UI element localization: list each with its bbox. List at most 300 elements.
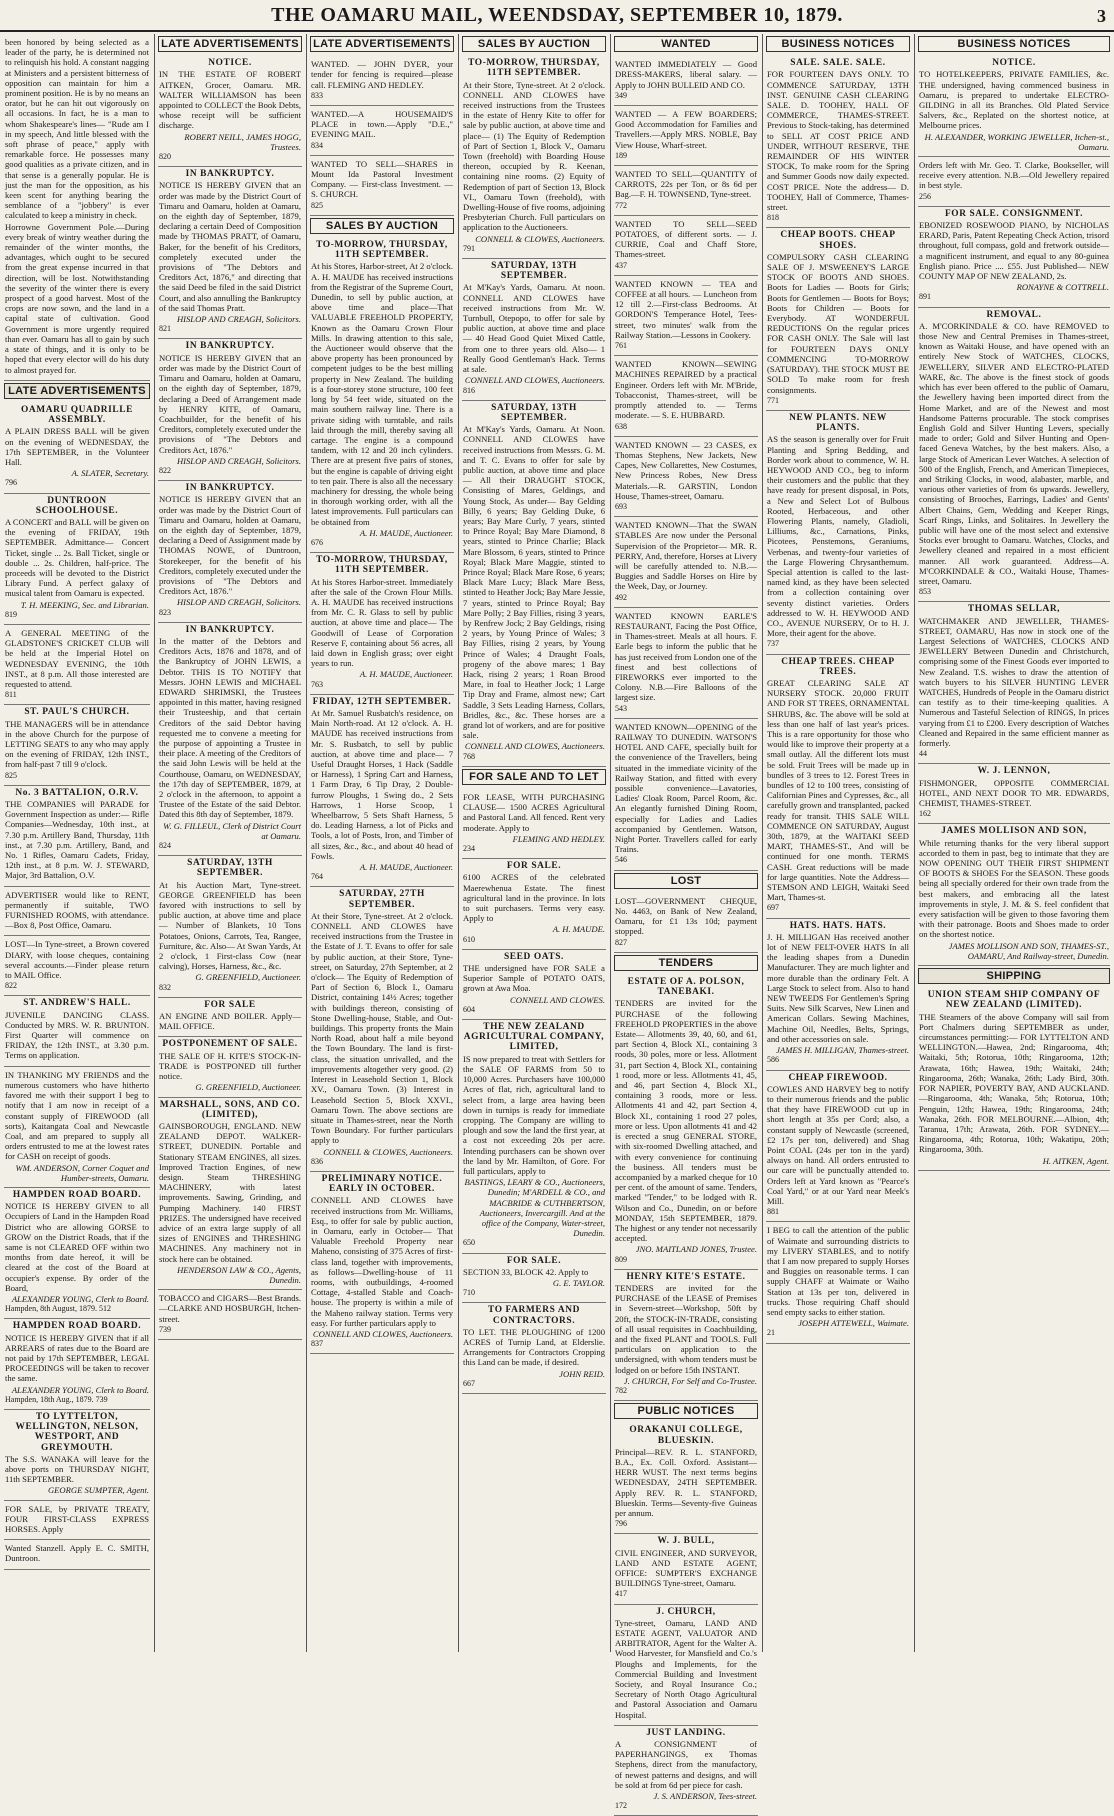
ad-body: At his Stores, Harbor-street, At 2 o'clock. A. H. MAUDE has received instructions from the Registrar of the Supreme Court, Dunedin, to sell by public auction, at above time and place—That VALUABLE FREEHOLD PROPERTY, Known as the Oamaru Crown Flour Mills. In drawing attention to this sale, the Auctioneer would observe that the above property has been pronounced by competent judges to be the best milling property in New Zealand. The building is a four-storey stone structure, 100 feet long by 54 feet wide, situated on the main southern railway line. There is a private siding with turntable, and rails laid through the mill, thereby saving all cartage. The engine is a compound tandem, with 12 and 20 inch cylinders. There are at present five pairs of stones, but the engine is capable of driving eight to ten pair. There is also all the necessary machinery for dressing, the whole being in thorough working order, with all the latest improvements. Full particulars can be obtained from: [311, 261, 453, 527]
ad-number: 818: [767, 213, 779, 223]
ad-body: NOTICE IS HEREBY GIVEN that if all ARREARS of rates due to the Board are not paid by 17th SEPTEMBER, LEGAL PROCEEDINGS will be taken to recover the same.: [5, 1332, 149, 1384]
advertisement: [614, 216, 758, 276]
ad-signature: CONNELL & CLOWES, Auctioneers.: [475, 233, 605, 244]
advertisement: [4, 1067, 150, 1188]
ad-body: TOBACCO and CIGARS—Best Brands. —CLARKE AND HOSBURGH, Itchen-street.: [159, 1293, 301, 1324]
ad-heading: J. CHURCH,: [656, 1606, 716, 1617]
advertisement: [4, 1188, 150, 1319]
ad-signature: G. E. TAYLOR.: [552, 1277, 605, 1288]
ad-heading: IN BANKRUPTCY.: [185, 483, 275, 494]
ad-body: WATCHMAKER AND JEWELLER, THAMES-STREET, OAMARU, Has now in stock one of the Largest Selections of WATCHES, CLOCKS AND JEWELLERY Between Dunedin and Christchurch, comprising some of the Finest Goods ever imported to New Zealand. T.S. wishes to draw the attention of watch buyers to his SILVER HUNTING LEVER WATCHES, Hundreds of People in the Oamaru district can testify as to their time-keeping qualities. A Numerous and Tasteful Selection of RINGS, In prices varying from £1 to £200. Every description of Watches Cleaned and Repaired in the same efficient manner as formerly.: [919, 615, 1109, 748]
advertisement: [614, 56, 758, 106]
ad-signature: JNO. MAITLAND JONES, Trustee.: [635, 1244, 757, 1255]
ad-number: 832: [159, 982, 171, 992]
ad-body: WANTED KNOWN—OPENING of the RAILWAY TO DUNEDIN. WATSON'S HOTEL AND CAFE, specially built for the convenience of the Travellers, being situated in the immediate vicinity of the Railway Station, and fitted with every possible convenience—Lavatories, Ladies' Cloak Room, Parcel Room, &c. An elegantly furnished Dining Room, especially for Ladies and Ladies accompanied by Gentlemen. Watson, Night Porter. Travellers called for early Trains.: [615, 721, 757, 855]
ad-list: [4, 403, 150, 1570]
ad-body: WANTED.—A HOUSEMAID'S PLACE in town.—Apply "D.E.," EVENING MAIL.: [311, 109, 453, 140]
ad-body: IN THANKING MY FRIENDS and the numerous customers who have hitherto favored me with their support I beg to notify that I am now in receipt of a constant supply of FIREWOOD (all sorts), Kaitangata Coal and Newcastle Coal, and am prepared to supply all orders entrusted to me at the lowest rates for CASH on receipt of goods.: [5, 1069, 149, 1162]
ad-signature: JAMES H. MILLIGAN, Thames-street.: [776, 1045, 909, 1056]
advertisement: [158, 998, 302, 1038]
ad-heading: ST. PAUL'S CHURCH.: [24, 707, 130, 718]
ad-number: 816: [463, 385, 475, 395]
advertisement: [462, 259, 606, 401]
ad-heading: JUST LANDING.: [646, 1727, 726, 1738]
advertisement: [918, 207, 1110, 308]
ad-heading: IN BANKRUPTCY.: [185, 341, 275, 352]
ad-body: COWLES AND HARVEY beg to notify to their numerous friends and the public that they have FIREWOOD cut up in short length at 35s per Cord; also, a constant supply of Newcastle (screened, £2 17s per ton, delivered) and Shag Point COAL (24s per ton in the yard) always on hand. All orders entrusted to our care will be punctually attended to. Orders left at Yard known as "Pearce's Coal Yard," or at our Yard near Meek's Mill.: [767, 1083, 909, 1206]
ad-signature: A. H. MAUDE.: [552, 924, 605, 935]
ad-body: TO LET. THE PLOUGHING of 1200 ACRES of Turnip Land, at Elderslie. Arrangements for Contractors Cropping this Land can be made, if desired.: [463, 1326, 605, 1368]
ad-heading: ORAKANUI COLLEGE, BLUESKIN.: [629, 1425, 743, 1446]
ad-number: 836: [311, 1156, 323, 1166]
ad-signature: HISLOP AND CREAGH, Solicitors.: [176, 314, 301, 325]
advertisement: [614, 1605, 758, 1726]
column-6: [766, 34, 910, 1652]
advertisement: [158, 1098, 302, 1291]
ad-heading: TO-MORROW, THURSDAY, 11TH SEPTEMBER.: [316, 555, 448, 576]
advertisement: [614, 1726, 758, 1816]
ad-heading: MARSHALL, SONS, AND CO. (LIMITED),: [159, 1099, 301, 1120]
ad-body: At M'Kay's Yards, Oamaru. At noon. CONNELL AND CLOWES have received instructions from Mr. W. Turnbull, Otepopo, to offer for sale by public auction, at above time and place— 40 Head Good Quiet Mixed Cattle, from one to three years old. Also— 1 Really Good Gentleman's Hack. Terms at sale.: [463, 282, 605, 375]
ad-body: THE COMPANIES will PARADE for Government Inspection as under:— Rifle Companies—Wednesday, 10th inst., at 7.30 p.m. Artillery Band, Thursday, 11th inst., at 7.30 p.m. Artillery, Band, and No. 1 Rifles, Oamaru Cadets, Friday, 12th inst., at 8 p.m. W. J. STEWARD, Major, 3rd Battalion, O.V.: [5, 799, 149, 881]
ad-body: Orders left with Mr. Geo. T. Clarke, Bookseller, will receive every attention. N.B.—Old Jewellery repaired in best style.: [919, 160, 1109, 191]
ad-number: 796: [615, 1519, 627, 1529]
section-header: LATE ADVERTISEMENTS: [310, 36, 454, 52]
advertisement: [4, 705, 150, 785]
ad-body: LOST—GOVERNMENT CHEQUE, No. 4463, on Bank of New Zealand, Oamaru, for £1 13s 10d; payment stopped.: [615, 895, 757, 937]
column-rule: [762, 34, 763, 1652]
ad-signature: CONNELL AND CLOWES, Auctioneers.: [464, 375, 605, 386]
ad-body: A PLAIN DRESS BALL will be given on the evening of WEDNESDAY, the 17th SEPTEMBER, in the Volunteer Hall.: [5, 426, 149, 467]
ad-heading: W. J. BULL,: [657, 1536, 715, 1547]
ad-signature: A. H. MAUDE, Auctioneer.: [359, 669, 453, 680]
ad-heading: TO-MORROW, THURSDAY, 11TH SEPTEMBER.: [316, 240, 448, 261]
advertisement: [462, 401, 606, 767]
ad-heading: FOR SALE.: [506, 861, 562, 872]
advertisement: [462, 1303, 606, 1394]
advertisement: [918, 824, 1110, 966]
ad-heading: TO FARMERS AND CONTRACTORS.: [488, 1305, 580, 1326]
ad-number: Hampden, 8th August, 1879. 512: [5, 1304, 111, 1314]
ad-signature: WM. ANDERSON, Corner Coquet and Humber-streets, Oamaru.: [15, 1162, 149, 1183]
ad-body: TO HOTELKEEPERS, PRIVATE FAMILIES, &c. THE undersigned, having commenced business in Oamaru, is prepared to undertake ELECTRO-GILDING in all its Branches. Old Plated Service Salvers, &c., Replated on the shortest notice, at Melbourne prices.: [919, 69, 1109, 131]
ad-body: WANTED IMMEDIATELY — Good DRESS-MAKERS, liberal salary. —Apply to JOHN BULLEID AND CO.: [615, 59, 757, 90]
ad-number: 820: [159, 152, 171, 162]
advertisement: [158, 56, 302, 167]
advertisement: [614, 1423, 758, 1534]
ad-heading: PRELIMINARY NOTICE. EARLY IN OCTOBER.: [321, 1173, 443, 1195]
ad-number: 771: [767, 395, 779, 405]
ad-body: A CONSIGNMENT of PAPERHANGINGS, ex Thomas Stephens, direct from the manufactory, of newest patterns and designs, and will be sold at from 6d per piece for cash.: [615, 1739, 757, 1790]
ad-body: The S.S. WANAKA will leave for the above ports on THURSDAY NIGHT, 11th SEPTEMBER.: [5, 1453, 149, 1485]
advertisement: [614, 517, 758, 608]
section-header: LOST: [614, 873, 758, 889]
editorial-text: Horrowne Government Pole.—During every break of wintry weather during the remainder of the winter months, the advantages, which ought to be secured from the great expense incurred in that direction, will be lost. Notwithstanding the severity of the winter there is every prospect of a good harvest. Most of the crops are now sown, and the land in a capital state of cultivation. Good Government is more urgently required than ever. Oamaru has all to gain by such a state of things, and it is only to be hoped that every elector will do his duty to almost prayed for.: [5, 221, 149, 375]
section-header: PUBLIC NOTICES: [614, 1403, 758, 1419]
ad-signature: A. H. MAUDE, Auctioneer.: [359, 527, 453, 538]
advertisement: [4, 1319, 150, 1410]
ad-heading: JAMES MOLLISON AND SON,: [941, 826, 1087, 837]
section-header: BUSINESS NOTICES: [766, 36, 910, 52]
ad-body: 6100 ACRES of the celebrated Maerewhenua Estate. The finest agricultural land in the province. In lots to suit purchasers. Terms very easy. Apply to: [463, 872, 605, 924]
advertisement: [310, 695, 454, 888]
ad-list: [614, 1423, 758, 1816]
ad-body: WANTED KNOWN — TEA and COFFEE at all hours. — Luncheon from 12 till 2.—First-class Bedrooms. At GORDON'S Temperance Hotel, Tees-street, two minutes' walk from the Railway Station.—Lessons in Cookery.: [615, 278, 757, 340]
advertisement: [462, 859, 606, 950]
column-1: [4, 34, 150, 1652]
ad-number: 676: [311, 537, 323, 547]
advertisement: [310, 887, 454, 1171]
ad-body: WANTED — A FEW BOARDERS; Good Accommodation for Families and Travellers.—Apply MRS. NOBLE, Bay View House, Wharf-street.: [615, 109, 757, 150]
ad-heading: W. J. LENNON,: [977, 766, 1051, 777]
ad-heading: ESTATE OF A. POLSON, TANEBAKI.: [627, 977, 745, 998]
ad-body: WANTED KNOWN—SEWING MACHINES REPAIRED by a practical Engineer. Orders left with Mr. M'Bride, Tobacconist, Thames-street, will be promptly attended to. — Terms moderate. — S. E. HUBBARD.: [615, 359, 757, 421]
ad-heading: FRIDAY, 12TH SEPTEMBER.: [312, 696, 452, 707]
ad-signature: G. GREENFIELD, Auctioneer.: [195, 1082, 301, 1093]
ad-body: WANTED TO SELL—SEED POTATOES, of different sorts. — J. CURRIE, Coal and Chaff Store, Thames-street.: [615, 218, 757, 260]
ad-signature: CONNELL & CLOWES, Auctioneers.: [323, 1146, 453, 1157]
ad-body: NOTICE IS HEREBY GIVEN that an order was made by the District Court of Timaru and Oamaru, holden at Oamaru, on the eighth day of September, 1879, declaring a certain Deed of Composition made by THOMAS PRATT, of Oamaru, Baker, for the benefit of his Creditors, completely executed under the provisions of "The Debtors and Creditors Act, 1876," and directing that the said Deed be filed in the said District Court, and also annulling the Bankruptcy of the said Thomas Pratt.: [159, 180, 301, 313]
ad-body: FOR FOURTEEN DAYS ONLY. TO COMMENCE SATURDAY, 13TH INST. GENUINE CASH CLEARING SALE. D. TOOHEY, HALL OF COMMERCE, THAMES-STREET. Previous to Stock-taking, has determined to SELL AT COST PRICE AND UNDER, WITHOUT RESERVE, THE REMAINDER OF HIS WINTER STOCK, To make room for the Spring and Summer Goods now daily expected. COST PRICE. Note the address— D. TOOHEY, Hall of Commerce, Thames-street.: [767, 69, 909, 213]
ad-signature: ROBERT NEILL, JAMES HOGG, Trustees.: [184, 131, 301, 152]
ad-body: SECTION 33, BLOCK 42. Apply to: [463, 1266, 589, 1277]
advertisement: [310, 238, 454, 553]
ad-heading: FOR SALE.: [506, 1255, 562, 1266]
ad-signature: ALEXANDER YOUNG, Clerk to Board.: [11, 1293, 149, 1304]
ad-number: 768: [463, 751, 475, 761]
ad-heading: SATURDAY, 13TH SEPTEMBER.: [491, 402, 577, 423]
column-rule: [914, 34, 915, 1652]
column-2: [158, 34, 302, 1652]
column-4: [462, 34, 606, 1652]
ad-number: 822: [159, 465, 171, 475]
ad-number: 837: [311, 1339, 323, 1349]
ad-number: 349: [615, 90, 627, 100]
ad-body: At his Stores Harbor-street. Immediately after the sale of the Crown Flour Mills. A. H. MAUDE has received instructions from Mr. C. R. Glass to sell by public auction, at above time and place— The Goodwill of Lease of Corporation Reserve F, containing about 56 acres, all laid down in English grass; over eight years to run.: [311, 576, 453, 669]
ad-number: 821: [159, 324, 171, 334]
ad-number: 650: [463, 1238, 475, 1248]
advertisement: [614, 1534, 758, 1604]
ad-signature: H. AITKEN, Agent.: [1042, 1155, 1109, 1166]
ad-body: NOTICE IS HEREBY GIVEN to all Occupiers of Land in the Hampden Road District who are allowing GORSE to GROW on the District Roads, that if the same is not CLEARED OFF within two months from date hereof, it will be cleared at the cost of the Board at occupier's expense. By order of the Board,: [5, 1201, 149, 1293]
advertisement: [918, 157, 1110, 207]
ad-signature: A. H. MAUDE, Auctioneer.: [359, 862, 453, 873]
advertisement: [310, 56, 454, 106]
ad-body: ADVERTISER would like to RENT, permanently if suitable, TWO FURNISHED ROOMS, with attendance.—Box 8, Post Office, Oamaru.: [5, 889, 149, 931]
advertisement: [310, 156, 454, 216]
advertisement: [310, 106, 454, 156]
ad-body: At Mr. Samuel Rusbatch's residence, on Main North-road. At 12 o'clock. A. H. MAUDE has received instructions from Mr. S. Rusbatch, to sell by public auction, at above time and place— 7 Useful Draught Horses, 1 Hack (Saddle or Harness), 1 Spring Cart and Harness, 1 Farm Dray, 6 Tip Dray, 2 Double-furrow Ploughs, 1 Swing do., 2 Sets Harrows, 1 Horse Scoop, 1 Wheelbarrow, 5 Sets Shaft Harness, 5 do. Leading Harness, a lot of Picks and Tools, a lot of Posts, Iron, and Timber of all sizes, &c., &c., and about 40 head of Fowls.: [311, 707, 453, 861]
ad-signature: G. GREENFIELD, Auctioneer.: [195, 972, 301, 983]
advertisement: [766, 655, 910, 919]
ad-signature: J. S. ANDERSON, Tees-street.: [653, 1791, 757, 1802]
advertisement: [918, 56, 1110, 157]
ad-number: 772: [615, 200, 627, 210]
ad-number: 796: [5, 478, 17, 488]
ad-number: 492: [615, 592, 627, 602]
ad-heading: HAMPDEN ROAD BOARD.: [12, 1189, 142, 1200]
ad-body: In the matter of the Debtors and Creditors Acts, 1876 and 1878, and of the Bankruptcy of JOHN LEWIS, a Debtor. THIS IS TO NOTIFY that Messrs. JOHN LEWIS and MICHAEL EDWARD SHRIMSKI, the Trustees appointed in this matter, having resigned their Trusteeship, and that certain Creditors of the said Debtor having requested me to convene a meeting for the purpose of appointing a Trustee in their place. A meeting of the Creditors of the said John Lewis will be held at the Courthouse, Oamaru, on WEDNESDAY, the 17th day of SEPTEMBER, 1879, at 2 o'clock in the afternoon, to appoint a Trustee of the Estate of the said Debtor. Dated this 8th day of September, 1879.: [159, 635, 301, 820]
advertisement: [462, 1020, 606, 1253]
advertisement: [4, 403, 150, 494]
ad-body: THE undersigned have FOR SALE a Superior Sample of POTATO OATS, grown at Awa Moa.: [463, 963, 605, 994]
ad-heading: SATURDAY, 13TH SEPTEMBER.: [491, 261, 577, 282]
ad-heading: NOTICE.: [208, 58, 252, 69]
advertisement: [614, 719, 758, 871]
ad-number: 586: [767, 1055, 779, 1065]
advertisement: [918, 602, 1110, 764]
ad-body: I BEG to call the attention of the public of Waimate and surrounding districts to my LIVERY STABLES, and to notify that I am now prepared to supply Horses and Buggies on reasonable terms. I can supply CHAFF at Waimate or Waiho Station at 13s per ton, delivered in trucks. Those requiring Chaff should send empty sacks to either station.: [767, 1225, 909, 1317]
ad-body: EBONIZED ROSEWOOD PIANO, by NICHOLAS ERARD, Paris, Patent Repeating Check Action, trisord throughout, full compass, gold and fretwork outside—a magnificent instrument, and equal to any 80-guinea English piano. Price .... £55. Just Published— NEW COUNTY MAP OF NEW ZEALAND, 2s.: [919, 220, 1109, 282]
advertisement: [918, 764, 1110, 824]
ad-heading: THOMAS SELLAR,: [967, 604, 1061, 615]
ad-heading: FOR SALE. CONSIGNMENT.: [944, 208, 1084, 219]
ad-body: GAINSBOROUGH, ENGLAND. NEW ZEALAND DEPOT. WALKER-STREET, DUNEDIN. Portable and Stationary STEAM ENGINES, all sizes. Improved Traction Engines, of new design. Steam THRESHING MACHINERY, with latest improvements. Sawing, Grinding, and Pumping Machinery. 140 FIRST PRIZES. The undersigned have received advice of an extra large supply of all sizes of ENGINES and THRESHING MACHINES. Any machinery not in stock here can be obtained.: [159, 1120, 301, 1264]
advertisement: [614, 166, 758, 216]
ad-signature: T. H. MEEKING, Sec. and Librarian.: [20, 599, 149, 610]
ad-body: THE MANAGERS will be in attendance in the above Church for the purpose of LETTING SEATS to any who may apply on the evening of FRIDAY, 12th INST., from half-past 7 till 9 o'clock.: [5, 718, 149, 770]
advertisement: [462, 789, 606, 859]
ad-number: 21: [767, 1328, 775, 1338]
section-header: SHIPPING: [918, 968, 1110, 984]
ad-heading: REMOVAL.: [986, 309, 1042, 320]
lost-notice: [614, 893, 758, 953]
advertisement: [766, 1071, 910, 1223]
ad-body: THE SALE OF H. KITE'S STOCK-IN-TRADE is POSTPONED till further notice.: [159, 1050, 301, 1082]
ad-body: LOST—In Tyne-street, a Brown covered DIARY, with loose cheques, containing several accounts.—Finder please return to MAIL Office.: [5, 939, 149, 981]
ad-number: 834: [311, 140, 323, 150]
ad-body: IN THE ESTATE OF ROBERT AITKEN, Grocer, Oamaru. MR. WALTER WILLIAMSON has been appointed to COLLECT the Book Debts, whose receipt will be sufficient discharge.: [159, 69, 301, 131]
ad-body: WANTED TO SELL—QUANTITY of CARROTS, 22s per Ton, or 8s 6d per Bag.—F. H. TOWNSEND, Tyne-street.: [615, 169, 757, 200]
ad-list: [766, 56, 910, 1343]
ad-heading: SATURDAY, 27TH SEPTEMBER.: [339, 889, 425, 910]
ad-body: WANTED KNOWN EARLE'S RESTAURANT, Facing the Post Office, in Thames-street. Meals at all hours. F. Earle begs to inform the public that he has just received from London one of the finest and best collections of FIREWORKS ever imported to the Colony. N.B.—Fire Balloons of the largest size.: [615, 610, 757, 703]
ad-body: J. H. MILLIGAN Has received another lot of NEW FELT-OVER HATS In all the leading shapes from a Dunedin Manufacturer. They are much lighter and more durable than the ordinary Felt. A Large Stock to select from. Also to hand NEW TWEEDS For Gentlemen's Spring Suits. New Silk Scarves, New Linen and American Collars. Sewing Machines, Machine Oil, Needles, Belts, Springs, and other accessories on sale.: [767, 931, 909, 1044]
ad-heading: NEW PLANTS. NEW PLANTS.: [789, 412, 887, 434]
ad-number: 763: [311, 679, 323, 689]
ad-number: 610: [463, 934, 475, 944]
ad-signature: RONAYNE & COTTRELL.: [1016, 282, 1109, 293]
ad-body: CONNELL AND CLOWES have received instructions from Mr. Williams, Esq., to offer for sale by public auction, in Oamaru, early in October— That Valuable Freehold Property near Maheno, consisting of 375 Acres of first-class land, together with improvements, as follows—Dwelling-house of 11 rooms, with outbuildings, 4-roomed Cottage, 4-stalled Stable and Coach-house. The property is within a mile of the Maheno railway station. Terms very easy. For further particulars apply to: [311, 1195, 453, 1328]
ad-body: At their Store, Tyne-street. At 2 o'clock. CONNELL AND CLOWES have received instructions from the Trustees in the estate of Henry Kite to offer for sale by public auction, at above time and place— (1) The Equity of Redemption of Part of Section 1, Block V., Oamaru Town (freehold) with Boarding House thereon, occupied by R. Keenan, containing nine rooms. (2) Equity of Redemption of part of Section 13, Block VI., Oamaru Town (freehold), with Dwelling-House of five rooms, adjoining Presbyterian Church. Full particulars on application to the Auctioneers.: [463, 79, 606, 233]
advertisement: [158, 481, 302, 623]
ad-body: Wanted Stanzell. Apply E. C. SMITH, Duntroon.: [5, 1543, 149, 1564]
ad-heading: THE NEW ZEALAND AGRICULTURAL COMPANY, LIMITED,: [463, 1022, 605, 1053]
ad-number: 853: [919, 587, 931, 597]
ad-heading: FOR SALE: [204, 999, 256, 1010]
column-rule: [154, 34, 155, 1652]
advertisement: [158, 623, 302, 856]
ad-body: THE Steamers of the above Company will sail from Port Chalmers during SEPTEMBER as under, circumstances permitting:— FOR LYTTELTON AND WELLINGTON.—Hawea, 2nd; Ringarooma, 4th; Waitaki, 5th; Rotorua, 10th; Ringarooma, 12th; Arawata, 16th; Hawea, 19th; Waitaki, 24th; Ringarooma, 26th; Wanaka, 26th; Lady Bird, 30th. FOR NAPIER, POVERTY BAY, AND AUCKLAND.—Ringarooma, 4th; Wanaka, 5th; Rotorua, 10th; Penguin, 12th; Hawea, 19th; Ringarooma, 24th; Wanaka, 26th. FOR MELBOURNE.—Albion, 4th; Taranua, 17th; Arawata, 26th. FOR SYDNEY.—Ringarooma, 4th; Rotorua, 10th; Wakatipu, 20th; Ringarooma, 30th.: [919, 1011, 1109, 1155]
advertisement: [614, 975, 758, 1270]
ad-signature: JOSEPH ATTEWELL, Waimate.: [798, 1318, 909, 1329]
ad-body: TENDERS are invited for the PURCHASE of the LEASE of Premises in Severn-street—Workshop, 50ft by 20ft, the STOCK-IN-TRADE, consisting of all usual requisites in Coachbuilding, and the fixed PLANT and TOOLS. Full particulars on application to the undersigned, with whom tenders must be lodged on or before 15th INSTANT.: [615, 1282, 757, 1375]
ad-body: JUVENILE DANCING CLASS. Conducted by MRS. W. R. BRUNTON. First Quarter will commence on FRIDAY, the 12th INST., at 3.30 p.m. Terms on application.: [5, 1009, 149, 1061]
advertisement: [766, 228, 910, 410]
advertisement: [4, 494, 150, 625]
advertisement: [614, 106, 758, 166]
ad-heading: HENRY KITE'S ESTATE.: [626, 1271, 746, 1282]
section-header: LATE ADVERTISEMENTS: [4, 383, 150, 399]
masthead: [0, 0, 1114, 32]
ad-heading: POSTPONEMENT OF SALE.: [162, 1039, 298, 1050]
advertisement: [158, 167, 302, 339]
editorial-continuation: [4, 34, 150, 381]
advertisement: [4, 996, 150, 1066]
ad-list: [614, 56, 758, 870]
advertisement: [462, 1254, 606, 1304]
ad-body: At their Store, Tyne-street. At 2 o'clock. CONNELL AND CLOWES have received instructions from the Trustee in the Estate of J. T. Evans to offer for sale by public auction, at their Store, Tyne-street, on Saturday, 27th September, at 2 o'clock— The Equity of Redemption of Part of Section 6, Block I., Oamaru District, containing 14½ Acres; together with buildings thereon, consisting of Stone Dwelling-house, Stable, and Out-buildings. This property fronts the Main North Road, about half a mile beyond the Town Boundary. The land is first-class, the situation unrivalled, and the improvements altogether very good. (2) Interest in Leasehold Section 1, Block XV., Oamaru Town. (3) Interest in Leasehold Section 5, Block XXVI., Oamaru Town. The above sections are situate in Thames-street, near the North Town Boundary. For further particulars apply to: [311, 910, 453, 1146]
ad-body: CIVIL ENGINEER, AND SURVEYOR, LAND AND ESTATE AGENT, OFFICE: SUMPTER'S EXCHANGE BUILDINGS Tyne-street, Oamaru.: [615, 1547, 757, 1589]
ad-signature: HISLOP AND CREAGH, Solicitors.: [176, 597, 301, 608]
ad-signature: HISLOP AND CREAGH, Solicitors.: [176, 455, 301, 466]
advertisement: [766, 919, 910, 1071]
ad-heading: SEED OATS.: [503, 951, 564, 962]
ad-signature: J. CHURCH, For Self and Co-Trustee.: [623, 1375, 757, 1386]
ad-body: Principal—REV. R. L. STANFORD, B.A., Ex. Coll. Oxford. Assistant—HERR WUST. The next terms begins WEDNESDAY, 24TH SEPTEMBER. Apply REV. R. L. STANFORD, Blueskin. Terms—Seventy-five Guineas per annum.: [615, 1446, 757, 1518]
ad-number: 791: [463, 243, 475, 253]
ad-number: 44: [919, 749, 927, 759]
ad-heading: SATURDAY, 13TH SEPTEMBER.: [187, 858, 273, 879]
ad-heading: UNION STEAM SHIP COMPANY OF NEW ZEALAND (LIMITED).: [927, 990, 1101, 1011]
ad-list: [462, 56, 606, 767]
advertisement: [614, 1270, 758, 1401]
ad-number: 417: [615, 1589, 627, 1599]
advertisement: [766, 1222, 910, 1343]
ad-heading: TO LYTTELTON, WELLINGTON, NELSON, WESTPORT, AND GREYMOUTH.: [15, 1411, 139, 1453]
ad-list: [462, 789, 606, 1394]
ad-number: 162: [919, 809, 931, 819]
section-header: SALES BY AUCTION: [310, 218, 454, 234]
ad-heading: CHEAP FIREWOOD.: [788, 1072, 888, 1083]
advertisement: [462, 950, 606, 1020]
ad-signature: A. SLATER, Secretary.: [71, 468, 149, 479]
ad-number: 809: [615, 1254, 627, 1264]
advertisement: [4, 1410, 150, 1501]
ad-body: At his Auction Mart, Tyne-street. GEORGE GREENFIELD has been favored with instructions to sell by public auction, at above time and place— Number of Blankets, 10 Tons Potatoes, Onions, Carrots, Tea, Rangee, Furniture, &c. Also— At Swan Yards, At 2 o'clock, 1 First-class Cow (near calving), Horses, Harness, &c., &c.: [159, 879, 301, 972]
editorial-text: been honored by being selected as a leader of the party, he is determined not to relinquish his hold. A constant nagging at Ministers and a persistent bitterness of opposition can maintain for him a prominent position. He is by no means an orator, but he can hit out vigorously on all occasions. In fact, he is a man to whom Shakespeare's lines— "Rude am I in my speech, And little blessed with the soft phrase of peace," apply with remarkable force. He possesses many good qualities as a private citizen, and in that sense is a generally popular. He is just the man for the opposition, as his keen scent for anything bearing the semblance of a "jobbery" is ever calculated to keep a ministry in check.: [5, 37, 149, 221]
ad-body: FOR LEASE, WITH PURCHASING CLAUSE— 1500 ACRES Agricultural and Pastoral Land. All fenced. Rent very moderate. Apply to: [463, 792, 605, 833]
ad-number: 172: [615, 1801, 627, 1811]
ad-heading: ST. ANDREW'S HALL.: [23, 998, 131, 1009]
ad-number: 739: [159, 1324, 171, 1334]
advertisement: [4, 625, 150, 705]
ad-signature: H. ALEXANDER, WORKING JEWELLER, Itchen-st., Oamaru.: [924, 131, 1109, 152]
advertisement: [614, 276, 758, 356]
ad-heading: DUNTROON SCHOOLHOUSE.: [35, 495, 119, 516]
ad-signature: HENDERSON LAW & CO., Agents, Dunedin.: [177, 1264, 301, 1285]
advertisement: [158, 1290, 302, 1340]
ad-signature: CONNELL AND CLOWES.: [510, 994, 605, 1005]
ad-body: A GENERAL MEETING of the GLADSTONE'S CRICKET CLUB will be held at the Imperial Hotel on WEDNESDAY EVENING, the 10th INST., at 8 p.m. All those interested are requested to attend.: [5, 627, 149, 689]
ad-body: IS now prepared to treat with Settlers for the SALE OF FARMS from 50 to 10,000 Acres. Purchasers have 100,000 Acres of flat, rich, agricultural land to select from, a large area having been down in turnips is ready for immediate cropping. The Company are willing to plough and sow the land the first year, at a cost not exceeding 20s per acre. Intending purchasers can be shown over the land by Mr. Hamilton, of Gore. For full particulars, apply to: [463, 1053, 605, 1176]
column-3: [310, 34, 454, 1652]
section-header: FOR SALE AND TO LET: [462, 769, 606, 785]
ad-body: FISHMONGER, OPPOSITE COMMERCIAL HOTEL, AND NEXT DOOR TO MR. EDWARDS, CHEMIST, THAMES-STREET.: [919, 777, 1109, 809]
advertisement: [4, 1501, 150, 1541]
ad-number: 256: [919, 191, 931, 201]
ad-body: WANTED KNOWN — 23 CASES, ex Thomas Stephens, New Jackets, New Capes, New Collarettes, New Costumes, New Princess Robes, New Dress Materials.—R. GARSTIN, London House, Thames-street, Oamaru.: [615, 439, 757, 501]
ad-body: WANTED KNOWN—That the SWAN STABLES Are now under the Personal Supervision of the Proprietor— MR. R. PERRY, And, therefore, Horses at Livery will be carefully attended to. N.B.—Buggies and Saddle Horses on Hire by the Week, Day, or Journey.: [615, 520, 757, 592]
ad-number: 825: [311, 200, 323, 210]
ad-heading: CHEAP BOOTS. CHEAP SHOES.: [780, 230, 896, 251]
ad-number: 234: [463, 844, 475, 854]
ad-number: Hampden, 18th Aug., 1879. 739: [5, 1394, 108, 1404]
ad-body: While returning thanks for the very liberal support accorded to them in past, beg to intimate that they are NOW OPENING OUT THEIR FIRST SHIPMENT OF BOOTS & SHOES For the SEASON. These goods being all specially ordered for their own trade from the best makers, and embracing all the latest improvements in style, J. M. & S. feel confident that every satisfaction will be given to those favoring them with their patronage. Boots and Shoes made to order on the shortest notice.: [919, 837, 1109, 940]
ad-number: 543: [615, 703, 627, 713]
ad-body: A CONCERT and BALL will be given on the evening of FRIDAY, 19th SEPTEMBER. Admittance— Concert Ticket, single ... 2s. Ball Ticket, single or double ... 2s. Children, half-price. The proceeds will be devoted to the District Library Fund. A perfect galaxy of musical talent from Oamaru is expected.: [5, 516, 149, 599]
column-5: [614, 34, 758, 1811]
advertisement: [310, 553, 454, 695]
ad-signature: JOHN REID.: [559, 1368, 605, 1379]
advertisement: [158, 339, 302, 481]
ad-heading: CHEAP TREES. CHEAP TREES.: [781, 656, 895, 677]
ad-signature: ALEXANDER YOUNG, Clerk to Board.: [11, 1384, 149, 1395]
section-header: LATE ADVERTISEMENTS: [158, 36, 302, 52]
advertisement: [4, 936, 150, 996]
ad-signature: CONNELL AND CLOWES, Auctioneers.: [464, 741, 605, 752]
ad-body: Tyne-street, Oamaru, LAND AND ESTATE AGENT, VALUATOR AND ARBITRATOR, Agent for the Walter A. Wood Harvester, for Mansfield and Co.'s Ploughs and Implements, for the Commercial Building and Investment Society, and Royal Insurance Co.; Secretary of North Otago Agricultural and Pastoral Association and Oamaru Hospital.: [615, 1617, 757, 1720]
ad-body: AN ENGINE AND BOILER. Apply— MAIL OFFICE.: [159, 1011, 301, 1032]
ad-list: [614, 975, 758, 1401]
column-rule: [610, 34, 611, 1652]
ad-number: 819: [5, 609, 17, 619]
ad-body: AS the season is generally over for Fruit Planting and Spring Bedding, and Border work about to commence, W. H. HEYWOOD AND CO., beg to inform their customers and the public that they have ready for present disposal, in Pots, a New and Select Lot of Bulbous Rooted, Herbaceous, and other Flowering Plants, namely, Gladioli, Lilliums, &c., Carnations, Pinks, Picotees, Penstemons, Geraniums, Verbenas, and twenty-four varieties of the Large Flowering Chrysanthemum. Special attention is called to the last-named kind, as they have been selected from a collection containing over seventy distinct varieties. Orders addressed to W. H. HEYWOOD AND CO., AVENUE NURSERY, Or to H. J. More, their agent for the above.: [767, 434, 909, 639]
ad-body: COMPULSORY CASH CLEARING SALE OF J. M'SWEENEY'S LARGE STOCK OF BOOTS AND SHOES. Boots for Ladies — Boots for Girls; Boots for Gentlemen — Boots for Boys; Boots for Children — Boots for Everybody. AT WONDERFUL REDUCTIONS On the regular prices FOR CASH ONLY. The Sale will last for FOURTEEN DAYS ONLY COMMENCING TO-MORROW (SATURDAY). THE STOCK MUST BE SOLD To make room for fresh consignments.: [767, 251, 909, 395]
advertisement: [766, 56, 910, 228]
ad-heading: HATS. HATS. HATS.: [789, 920, 887, 931]
advertisement: [4, 1540, 150, 1569]
ad-number: 823: [159, 607, 171, 617]
advertisement: [462, 56, 606, 259]
advertisement: [4, 887, 150, 937]
ad-number: 546: [615, 855, 627, 865]
ad-number: 638: [615, 421, 627, 431]
ad-signature: W. G. FILLEUL, Clerk of District Court at Oamaru.: [163, 820, 301, 841]
column-rule: [306, 34, 307, 1652]
ad-signature: CONNELL AND CLOWES, Auctioneers.: [312, 1328, 453, 1339]
ad-body: TENDERS are invited for the PURCHASE of the following FREEHOLD PROPERTIES in the above Estate— Allotments 39, 40, 60, and 61, part Section 4, Block XI., containing 3 roods, 30 poles, more or less. Allotment 31, part Section 4, Block XI., containing 1 rood, more or less. Allotments 41, 45, and 46, part Section 4, Block XI., containing 3 roods, more or less. Allotments 41 and 42, part Section 4, Block XI., containing 1 rood 27 poles, more or less. Upon allotments 41 and 42 is erected a snug GENERAL STORE, with six-roomed Dwelling attached, and with every convenience for continuing the business. All tenders must be accompanied by a marked cheque for 10 per cent. of the amount of same. Tenders, marked "Tender," to be lodged with R. Wilson and Co., Dunedin, on or before MONDAY, 15th SEPTEMBER, 1879. The highest or any tender not necessarily accepted.: [615, 998, 757, 1244]
ad-heading: HAMPDEN ROAD BOARD.: [12, 1321, 142, 1332]
section-header: WANTED: [614, 36, 758, 52]
ad-number: 604: [463, 1004, 475, 1014]
ad-number: 891: [919, 292, 931, 302]
advertisement: [614, 356, 758, 436]
ad-body: A. M'CORKINDALE & CO. have REMOVED to those New and Central Premises in Thames-street, known as Waitaki House, and have opened with an entirely New Stock of WATCHES, CLOCKS, JEWELLERY, SILVER AND ELECTRO-PLATED WARE, &c. The above is the finest stock of goods which has ever been offered to the public of Oamaru, the Jewellery having been imported direct from the Home Market, and are of the Newest and most Handsome Patterns procurable. The stock comprises English Gold and Silver Hunting Levers, specially made to order; Gold and Silver Hunting and Open-faced Geneva Watches, by the best makers. Also, a large Stock of American Lever Watches. A selection of 500 of the English, French, and American Timepieces, and Striking Clocks, in wood, alabaster, marble, and various other varieties of from 6s upwards. Jewellery, consisting of Brooches, Earrings, Ladies' and Gents' Albert Chains, Gem, Wedding and Keeper Rings, Scarf Rings, Links, and Solitaires. In Jewellery the public will have one of the most select and extensive Stocks ever brought to Oamaru. Watches, Clocks, and Jewellery cleaned and repaired in a most efficient manner. All work guaranteed. Address—A. M'CORKINDALE & CO., Waitaki House, Thames-street, Oamaru.: [919, 320, 1109, 586]
ad-number: 764: [311, 872, 323, 882]
advertisement: [310, 1172, 454, 1354]
advertisement: [158, 1037, 302, 1097]
advertisement: [918, 308, 1110, 603]
ad-number: 833: [311, 90, 323, 100]
section-header: BUSINESS NOTICES: [918, 36, 1110, 52]
ad-heading: TO-MORROW, THURSDAY, 11TH SEPTEMBER.: [468, 58, 600, 79]
ad-body: NOTICE IS HEREBY GIVEN that an order was made by the District Court of Timaru and Oamaru, holden at Oamaru, on the eighth day of September, 1879, declaring a Deed of Arrangement made by HENRY KITE, of Oamaru, Coachbuilder, for the benefit of his Creditors, completely executed under the provisions of "The Debtors and Creditors Act, 1876.": [159, 352, 301, 455]
ad-number: 827: [615, 937, 627, 947]
ad-number: 782: [615, 1385, 627, 1395]
ad-list: [158, 56, 302, 1340]
ad-heading: NOTICE.: [992, 58, 1036, 69]
ad-number: 693: [615, 501, 627, 511]
ad-signature: FLEMING AND HEDLEY.: [512, 833, 605, 844]
masthead-title: THE OAMARU MAIL, WEENDSDAY, SEPTEMBER 10, 1879.: [271, 4, 843, 26]
ad-heading: OAMARU QUADRILLE ASSEMBLY.: [21, 404, 133, 426]
ad-signature: GEORGE SUMPTER, Agent.: [47, 1485, 149, 1496]
ad-number: 824: [159, 841, 171, 851]
ad-body: GREAT CLEARING SALE AT NURSERY STOCK. 20,000 FRUIT AND FOR ST TREES, ORNAMENTAL SHRUBS, &c. The above will be sold at less than one half of last year's prices. This is a rare opportunity for those who would like to improve their property at a small outlay. All the different lots must be sold. Fruit Trees will be made up in bundles of 3 trees to 12. Forest Trees in bundles of 12 to 100 trees, consisting of Californian Pines and Cypresses, &c., all carefully grown and transplanted, packed ready for transit. THIS SALE WILL COMMENCE ON SATURDAY, August 30th, 1879, at the WAITAKI SEED MART, THAMES-ST., And will be continued for one month. TERMS CASH. Great reductions will be made for large quantities. Note the Address— STEMSON AND LEIGH, Waitaki Seed Mart, Thames-st.: [767, 677, 909, 903]
ad-body: WANTED TO SELL—SHARES in Mount Ida Pastoral Investment Company. — First-class Investment. — S. CHURCH.: [311, 158, 453, 200]
column-7: [918, 34, 1110, 1652]
